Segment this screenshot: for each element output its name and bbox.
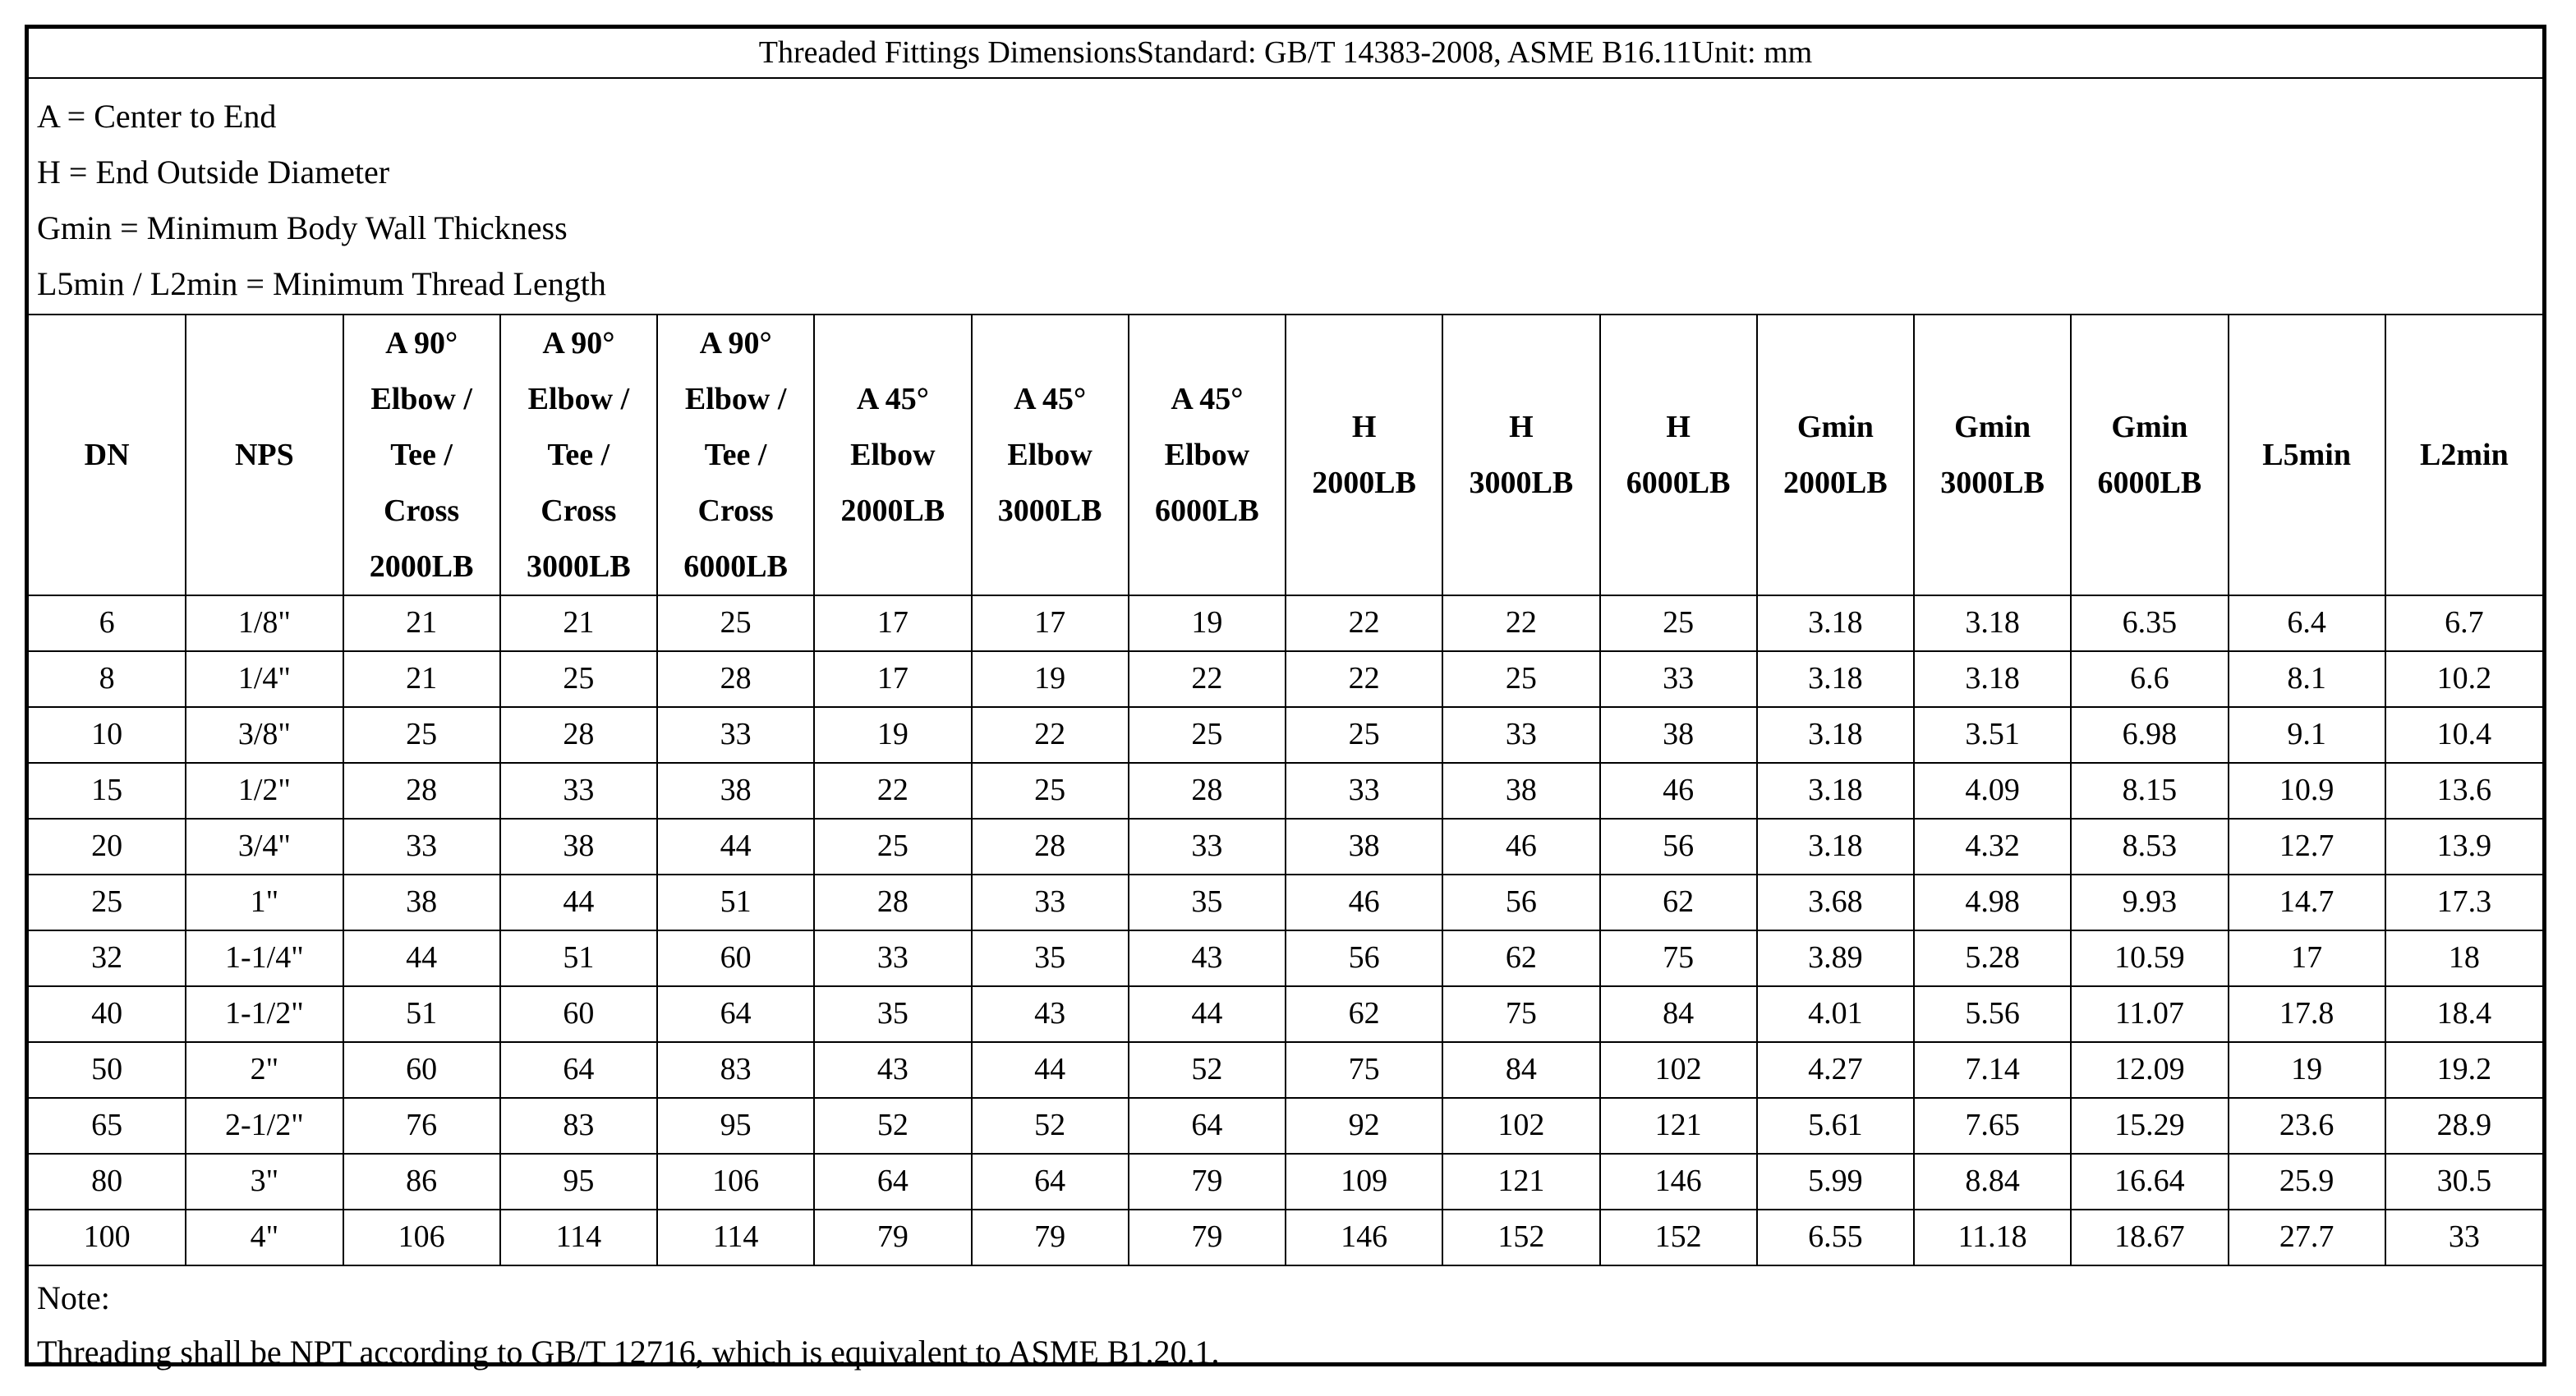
table-cell: 1/8" <box>186 595 343 651</box>
column-header-line: 3000LB <box>997 494 1102 528</box>
table-cell: 18 <box>2385 930 2542 986</box>
table-cell: 114 <box>657 1210 814 1265</box>
column-header-line: 6000LB <box>683 549 788 584</box>
table-cell: 38 <box>657 763 814 819</box>
table-cell: 1-1/2" <box>186 986 343 1042</box>
table-cell: 8.1 <box>2229 651 2385 707</box>
table-cell: 9.93 <box>2071 875 2228 930</box>
column-header-line: Elbow <box>1164 438 1250 472</box>
table-row <box>29 595 2542 651</box>
table-cell: 106 <box>657 1154 814 1210</box>
table-cell: 38 <box>1600 707 1757 763</box>
table-cell: 17 <box>972 595 1129 651</box>
column-header-line: L5min <box>2262 438 2351 472</box>
table-cell: 62 <box>1442 930 1599 986</box>
table-cell: 3.18 <box>1757 707 1914 763</box>
table-cell: 22 <box>1286 651 1442 707</box>
table-cell: 3.18 <box>1757 595 1914 651</box>
table-cell: 52 <box>814 1098 971 1154</box>
table-cell: 1/4" <box>186 651 343 707</box>
column-header-line: Gmin <box>1796 410 1874 444</box>
column-header-line: Elbow / <box>684 382 787 416</box>
column-header-line: A 45° <box>1171 382 1244 416</box>
column-header-line: Elbow <box>1007 438 1092 472</box>
table-cell: 62 <box>1600 875 1757 930</box>
column-header <box>1442 315 1599 595</box>
column-header-line: 3000LB <box>1940 466 2045 500</box>
legend-line-h: H = End Outside Diameter <box>37 154 390 191</box>
table-cell: 19.2 <box>2385 1042 2542 1098</box>
table-cell: 51 <box>657 875 814 930</box>
table-cell: 25 <box>1286 707 1442 763</box>
table-cell: 62 <box>1286 986 1442 1042</box>
table-cell: 28 <box>657 651 814 707</box>
table-cell: 21 <box>500 595 657 651</box>
table-cell: 14.7 <box>2229 875 2385 930</box>
table-row <box>29 930 2542 986</box>
table-cell: 8 <box>29 651 186 707</box>
table-cell: 84 <box>1442 1042 1599 1098</box>
table-cell: 44 <box>500 875 657 930</box>
table-cell: 38 <box>1442 763 1599 819</box>
column-header <box>1757 315 1914 595</box>
table-cell: 121 <box>1600 1098 1757 1154</box>
table-cell: 83 <box>657 1042 814 1098</box>
column-header-line: 2000LB <box>840 494 945 528</box>
column-header <box>2229 315 2385 595</box>
table-cell: 30.5 <box>2385 1154 2542 1210</box>
table-cell: 3.18 <box>1757 651 1914 707</box>
table-cell: 10.2 <box>2385 651 2542 707</box>
table-cell: 28 <box>1129 763 1286 819</box>
table-cell: 11.18 <box>1914 1210 2071 1265</box>
table-cell: 4.32 <box>1914 819 2071 875</box>
table-cell: 25 <box>500 651 657 707</box>
table-cell: 43 <box>1129 930 1286 986</box>
table-cell: 3.18 <box>1757 763 1914 819</box>
table-cell: 64 <box>500 1042 657 1098</box>
column-header-line: Cross <box>384 494 460 528</box>
table-cell: 13.9 <box>2385 819 2542 875</box>
table-cell: 76 <box>343 1098 500 1154</box>
table-cell: 4.09 <box>1914 763 2071 819</box>
table-cell: 32 <box>29 930 186 986</box>
table-cell: 3" <box>186 1154 343 1210</box>
table-cell: 33 <box>657 707 814 763</box>
table-cell: 25 <box>1129 707 1286 763</box>
column-header <box>1286 315 1442 595</box>
table-cell: 6.55 <box>1757 1210 1914 1265</box>
table-row <box>29 1098 2542 1154</box>
table-cell: 19 <box>2229 1042 2385 1098</box>
table-cell: 102 <box>1442 1098 1599 1154</box>
table-cell: 50 <box>29 1042 186 1098</box>
table-cell: 28 <box>500 707 657 763</box>
table-cell: 109 <box>1286 1154 1442 1210</box>
table-cell: 33 <box>1129 819 1286 875</box>
table-cell: 10 <box>29 707 186 763</box>
table-row <box>29 819 2542 875</box>
column-header <box>2385 315 2542 595</box>
table-cell: 1/2" <box>186 763 343 819</box>
column-header <box>972 315 1129 595</box>
table-cell: 28 <box>972 819 1129 875</box>
table-cell: 79 <box>1129 1154 1286 1210</box>
table-cell: 146 <box>1286 1210 1442 1265</box>
column-header-line: Tee / <box>547 438 610 472</box>
table-cell: 3.18 <box>1914 595 2071 651</box>
table-cell: 33 <box>1442 707 1599 763</box>
table-cell: 21 <box>343 595 500 651</box>
table-cell: 6.35 <box>2071 595 2228 651</box>
table-cell: 52 <box>1129 1042 1286 1098</box>
table-cell: 5.56 <box>1914 986 2071 1042</box>
table-cell: 65 <box>29 1098 186 1154</box>
table-cell: 6.4 <box>2229 595 2385 651</box>
column-header <box>343 315 500 595</box>
table-cell: 152 <box>1600 1210 1757 1265</box>
table-cell: 19 <box>1129 595 1286 651</box>
table-cell: 5.28 <box>1914 930 2071 986</box>
table-row <box>29 707 2542 763</box>
column-header-row <box>29 315 2542 595</box>
table-cell: 17 <box>814 651 971 707</box>
table-cell: 38 <box>1286 819 1442 875</box>
column-header-line: L2min <box>2420 438 2509 472</box>
column-header-line: H <box>1666 410 1690 444</box>
table-cell: 38 <box>500 819 657 875</box>
note-row <box>29 1265 2542 1380</box>
table-cell: 8.15 <box>2071 763 2228 819</box>
table-row <box>29 1210 2542 1265</box>
table-cell: 6.6 <box>2071 651 2228 707</box>
column-header-line: Tee / <box>704 438 767 472</box>
table-cell: 18.4 <box>2385 986 2542 1042</box>
table-cell: 19 <box>814 707 971 763</box>
table-cell: 75 <box>1442 986 1599 1042</box>
table-cell: 3/4" <box>186 819 343 875</box>
column-header-line: A 90° <box>542 326 615 360</box>
table-cell: 84 <box>1600 986 1757 1042</box>
column-header-line: A 45° <box>1014 382 1087 416</box>
table-cell: 43 <box>972 986 1129 1042</box>
table-cell: 22 <box>1442 595 1599 651</box>
table-row <box>29 1154 2542 1210</box>
table-cell: 4.01 <box>1757 986 1914 1042</box>
table-row <box>29 875 2542 930</box>
legend-line-gmin: Gmin = Minimum Body Wall Thickness <box>37 209 568 246</box>
table-cell: 28 <box>814 875 971 930</box>
table-cell: 75 <box>1286 1042 1442 1098</box>
table-cell: 2-1/2" <box>186 1098 343 1154</box>
table-cell: 60 <box>343 1042 500 1098</box>
table-cell: 15.29 <box>2071 1098 2228 1154</box>
column-header <box>657 315 814 595</box>
column-header-line: H <box>1351 410 1377 444</box>
table-cell: 64 <box>1129 1098 1286 1154</box>
table-cell: 15 <box>29 763 186 819</box>
table-cell: 6 <box>29 595 186 651</box>
table-cell: 3.68 <box>1757 875 1914 930</box>
column-header <box>1129 315 1286 595</box>
table-cell: 8.53 <box>2071 819 2228 875</box>
table-cell: 6.98 <box>2071 707 2228 763</box>
table-cell: 95 <box>500 1154 657 1210</box>
table-cell: 12.09 <box>2071 1042 2228 1098</box>
table-cell: 1-1/4" <box>186 930 343 986</box>
table-cell: 5.61 <box>1757 1098 1914 1154</box>
table-cell: 51 <box>343 986 500 1042</box>
table-cell: 25 <box>814 819 971 875</box>
column-header <box>2071 315 2228 595</box>
table-cell: 33 <box>1286 763 1442 819</box>
table-cell: 152 <box>1442 1210 1599 1265</box>
table-row <box>29 763 2542 819</box>
table-cell: 46 <box>1442 819 1599 875</box>
table-cell: 13.6 <box>2385 763 2542 819</box>
note-label: Note: <box>37 1279 110 1316</box>
column-header-line: Elbow / <box>527 382 630 416</box>
table-cell: 17.8 <box>2229 986 2385 1042</box>
table-cell: 64 <box>657 986 814 1042</box>
column-header <box>500 315 657 595</box>
table-cell: 102 <box>1600 1042 1757 1098</box>
column-header-line: DN <box>84 438 130 472</box>
table-cell: 25 <box>657 595 814 651</box>
column-header <box>1600 315 1757 595</box>
legend-block <box>29 78 2542 315</box>
column-header <box>814 315 971 595</box>
table-cell: 56 <box>1286 930 1442 986</box>
column-header <box>1914 315 2071 595</box>
table-cell: 3.18 <box>1757 819 1914 875</box>
table-cell: 10.9 <box>2229 763 2385 819</box>
table-cell: 33 <box>343 819 500 875</box>
note-text: Threading shall be NPT according to GB/T 12716, which is equivalent to ASME B1.20.1. <box>37 1334 1220 1371</box>
table-cell: 10.59 <box>2071 930 2228 986</box>
table-cell: 56 <box>1442 875 1599 930</box>
column-header-line: 6000LB <box>2097 466 2202 500</box>
table-cell: 33 <box>1600 651 1757 707</box>
column-header-line: 2000LB <box>1312 466 1416 500</box>
table-cell: 95 <box>657 1098 814 1154</box>
table-cell: 7.65 <box>1914 1098 2071 1154</box>
table-cell: 25 <box>29 875 186 930</box>
table-cell: 146 <box>1600 1154 1757 1210</box>
table-cell: 25.9 <box>2229 1154 2385 1210</box>
column-header-line: 6000LB <box>1155 494 1259 528</box>
table-cell: 22 <box>1129 651 1286 707</box>
table-cell: 4.98 <box>1914 875 2071 930</box>
table-cell: 19 <box>972 651 1129 707</box>
table-cell: 21 <box>343 651 500 707</box>
table-cell: 44 <box>657 819 814 875</box>
table-cell: 64 <box>972 1154 1129 1210</box>
column-header-line: Gmin <box>2111 410 2188 444</box>
column-header-line: Gmin <box>1954 410 2031 444</box>
table-cell: 11.07 <box>2071 986 2228 1042</box>
note-block <box>29 1265 2542 1380</box>
fittings-dimension-sheet <box>25 25 2546 1371</box>
table-cell: 23.6 <box>2229 1098 2385 1154</box>
table-cell: 35 <box>814 986 971 1042</box>
table-cell: 33 <box>500 763 657 819</box>
table-cell: 3.89 <box>1757 930 1914 986</box>
table-cell: 60 <box>657 930 814 986</box>
column-header-line: Tee / <box>390 438 453 472</box>
table-cell: 22 <box>972 707 1129 763</box>
table-cell: 52 <box>972 1098 1129 1154</box>
table-cell: 114 <box>500 1210 657 1265</box>
table-cell: 25 <box>1442 651 1599 707</box>
table-title: Threaded Fittings DimensionsStandard: GB/T 14383-2008, ASME B16.11Unit: mm <box>29 29 2542 78</box>
table-row <box>29 1042 2542 1098</box>
table-cell: 3/8" <box>186 707 343 763</box>
table-cell: 3.51 <box>1914 707 2071 763</box>
column-header-line: NPS <box>234 438 294 472</box>
table-cell: 44 <box>343 930 500 986</box>
legend-line-thread-length: L5min / L2min = Minimum Thread Length <box>37 265 606 302</box>
table-cell: 7.14 <box>1914 1042 2071 1098</box>
table-cell: 12.7 <box>2229 819 2385 875</box>
table-cell: 4" <box>186 1210 343 1265</box>
table-cell: 35 <box>1129 875 1286 930</box>
table-cell: 35 <box>972 930 1129 986</box>
column-header-line: H <box>1509 410 1534 444</box>
table-cell: 9.1 <box>2229 707 2385 763</box>
table-cell: 1" <box>186 875 343 930</box>
table-cell: 28.9 <box>2385 1098 2542 1154</box>
table-cell: 38 <box>343 875 500 930</box>
column-header-line: 6000LB <box>1626 466 1731 500</box>
table-cell: 25 <box>972 763 1129 819</box>
column-header-line: Cross <box>540 494 617 528</box>
table-cell: 56 <box>1600 819 1757 875</box>
table-row <box>29 651 2542 707</box>
table-cell: 25 <box>1600 595 1757 651</box>
table-cell: 17 <box>814 595 971 651</box>
legend-row <box>29 78 2542 315</box>
table-cell: 60 <box>500 986 657 1042</box>
table-cell: 22 <box>1286 595 1442 651</box>
table-cell: 16.64 <box>2071 1154 2228 1210</box>
table-cell: 92 <box>1286 1098 1442 1154</box>
column-header <box>186 315 343 595</box>
table-cell: 64 <box>814 1154 971 1210</box>
column-header <box>29 315 186 595</box>
column-header-line: Elbow <box>850 438 936 472</box>
table-cell: 18.67 <box>2071 1210 2228 1265</box>
table-cell: 46 <box>1600 763 1757 819</box>
table-cell: 44 <box>1129 986 1286 1042</box>
legend-line-a: A = Center to End <box>37 98 277 135</box>
table-cell: 44 <box>972 1042 1129 1098</box>
table-cell: 33 <box>972 875 1129 930</box>
table-cell: 6.7 <box>2385 595 2542 651</box>
table-cell: 83 <box>500 1098 657 1154</box>
column-header-line: 3000LB <box>527 549 631 584</box>
table-cell: 33 <box>2385 1210 2542 1265</box>
table-cell: 22 <box>814 763 971 819</box>
column-header-line: A 90° <box>699 326 772 360</box>
table-cell: 17 <box>2229 930 2385 986</box>
table-cell: 20 <box>29 819 186 875</box>
table-cell: 75 <box>1600 930 1757 986</box>
table-cell: 5.99 <box>1757 1154 1914 1210</box>
table-cell: 4.27 <box>1757 1042 1914 1098</box>
table-cell: 28 <box>343 763 500 819</box>
table-cell: 46 <box>1286 875 1442 930</box>
table-cell: 51 <box>500 930 657 986</box>
column-header-line: 2000LB <box>1783 466 1888 500</box>
table-cell: 10.4 <box>2385 707 2542 763</box>
table-cell: 43 <box>814 1042 971 1098</box>
table-cell: 3.18 <box>1914 651 2071 707</box>
table-cell: 17.3 <box>2385 875 2542 930</box>
table-cell: 2" <box>186 1042 343 1098</box>
table-cell: 25 <box>343 707 500 763</box>
column-header-line: 2000LB <box>369 549 474 584</box>
table-row <box>29 986 2542 1042</box>
table-cell: 40 <box>29 986 186 1042</box>
column-header-line: 3000LB <box>1469 466 1574 500</box>
table-cell: 79 <box>1129 1210 1286 1265</box>
column-header-line: Elbow / <box>370 382 472 416</box>
table-cell: 106 <box>343 1210 500 1265</box>
column-header-line: A 45° <box>856 382 929 416</box>
table-cell: 8.84 <box>1914 1154 2071 1210</box>
column-header-line: A 90° <box>385 326 458 360</box>
column-header-line: Cross <box>697 494 774 528</box>
table-cell: 27.7 <box>2229 1210 2385 1265</box>
table-cell: 121 <box>1442 1154 1599 1210</box>
dimensions-table <box>29 29 2542 1380</box>
table-cell: 86 <box>343 1154 500 1210</box>
table-cell: 100 <box>29 1210 186 1265</box>
table-cell: 33 <box>814 930 971 986</box>
title-row <box>29 29 2542 78</box>
table-cell: 79 <box>972 1210 1129 1265</box>
table-cell: 79 <box>814 1210 971 1265</box>
table-cell: 80 <box>29 1154 186 1210</box>
